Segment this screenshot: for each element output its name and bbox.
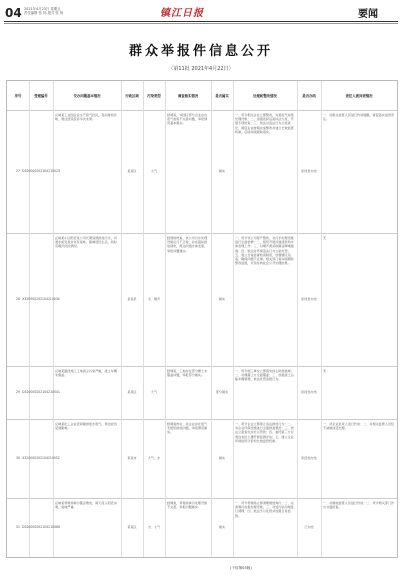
cell-accountability: 一、对相关监管人员进行约谈提醒，督促落实监管责任。 [323,113,395,122]
cell-region: 某某县 [127,297,137,302]
cell-issue: 反映某养殖场粪污随意堆放，雨天流入附近沟渠，臭味严重。 [55,501,117,510]
cell-pollution: 大气 [150,169,158,174]
column-header-issue: 交办问题基本情况 [73,94,101,98]
cell-region: 某某区 [127,525,137,530]
row-divider [7,419,397,420]
page-header [0,0,402,34]
cell-handling: 一、责令施工单位立即落实扬尘防控措施；二、对裸露土方全面覆盖；三、加强渣土运输车辆管理，依法处罚违规行为。 [235,369,294,382]
header-rule [4,21,398,22]
column-divider [165,81,166,557]
cell-seq: 31 [16,525,20,530]
cell-closed: 已办结 [304,525,314,530]
cell-accountability: 一、对属地监管人员进行约谈；二、责令相关部门作出书面检查。 [323,501,395,510]
column-divider [121,81,122,557]
cell-closed: 阶段性办结 [301,297,317,302]
cell-accountability: 无 [323,369,327,373]
column-header-region: 行政区域 [125,94,139,98]
cell-closed: 阶段性办结 [301,169,317,174]
cell-handling: 一、责令养殖场立即清理堆放粪污；二、完善粪污收集处理设施；三、对受污染沟渠进行清理；四、依法予以处罚并加强日常监管。 [235,501,294,518]
cell-seq: 27 [16,169,20,174]
cell-region: 某某区 [127,169,137,174]
cell-issue: 反映某小区附近某公司长期违规排放污水，河道水质变差并伴有臭味，影响居民生活，同时有噪声扰民情况。 [55,236,117,249]
cell-handling: 一、责令企业立即停止违法排放行为；二、对企业环保设施进行全面排查整治；三、依法立案查处并处以罚款；四、委托第三方对周边农田土壤开展监测评估；五、建立企业环境信用评价和长效监管机制。 [235,422,294,443]
cell-investigation: 经调查核实，该企业存在废气无组织排放问题，举报情况属实。 [167,422,208,435]
column-divider [143,81,144,557]
column-divider [53,81,54,557]
cell-verified: 属实 [218,456,226,461]
cell-investigation: 经现场核查，该公司污水处理设施运行不正常，存在超标排放现象，周边河道水体发黑，举报问题属实。 [167,236,208,253]
column-header-pollution: 污染类型 [147,94,161,98]
continuation-note: (下转第05版) [230,566,252,570]
row-divider [7,498,397,499]
cell-seq: 28 [16,297,20,302]
page-number: 04 [5,6,22,20]
issue-date [24,7,64,16]
cell-id: X320000202104210034 [22,297,60,302]
column-divider [211,81,212,557]
cell-investigation: 经调查，工地存在部分裸土未覆盖问题，举报部分属实。 [167,369,208,378]
cell-id: D320000202104210041 [22,390,60,395]
column-header-seq: 序号 [14,94,22,98]
header-rule-thin [4,23,398,24]
cell-accountability: 一、对企业负责人进行约谈；二、对相关监管人员给予诫勉谈话处理。 [323,422,395,431]
cell-handling: 一、责令相关企业立即整改，完善废气收集处理设施；二、加强夜间巡查执法力度，开展专项检查；三、依法对违法行为立案查处，督促企业按期完成整改并建立长效监管机制，后续持续跟踪落实。 [235,113,294,134]
cell-closed: 阶段性办结 [301,390,317,395]
row-divider [7,233,397,234]
column-divider [321,81,322,557]
report-table [6,80,398,558]
column-divider [29,81,30,557]
cell-investigation: 经调查，养殖场粪污处理设施不完善，举报问题属实。 [167,501,208,510]
cell-seq: 30 [16,456,20,461]
page-subtitle: （第11批 2021年4月22日） [168,66,234,72]
section-name: 要闻 [338,5,398,18]
cell-issue: 反映某路段施工工地扬尘污染严重，渣土车辆未覆盖。 [55,369,117,378]
cell-pollution: 大气 [150,390,158,395]
editor-line: 责任编辑 张 杨 版式 张 杨 [24,11,64,16]
cell-verified: 属实 [218,297,226,302]
cell-verified: 部分属实 [215,390,229,395]
page-title: 群众举报件信息公开 [128,44,273,59]
column-header-verified: 是否属实 [215,94,229,98]
cell-id: D320000202104210023 [22,169,60,174]
column-divider [297,81,298,557]
cell-pollution: 水、大气 [147,525,161,530]
cell-closed: 阶段性办结 [301,456,317,461]
cell-id: D320000202104210066 [22,525,60,530]
column-header-accountability: 责任人被问责情况 [345,94,373,98]
column-header-handling: 处理和整改情况 [253,94,277,98]
cell-verified: 属实 [218,525,226,530]
cell-seq: 29 [16,390,20,395]
masthead-logo: 镇江日报 [160,8,204,19]
row-divider [7,366,397,367]
column-divider [233,81,234,557]
cell-issue: 反映某工业园企业生产废气扰民，夜间排放异味，周边居民投诉多次未果。 [55,113,117,122]
cell-issue: 反映某化工企业夜间偷排废水废气，周边农田受到影响。 [55,422,117,431]
cell-id: X320000202104210052 [22,456,60,461]
column-header-closed: 是否办结 [302,94,316,98]
cell-region: 某某市 [127,456,137,461]
cell-investigation: 经调查，该园区部分企业存在废气收集不完善问题，举报情况基本属实。 [167,113,208,126]
cell-accountability: 无 [323,236,327,240]
cell-region: 某某区 [127,390,137,395]
column-header-id: 受理编号 [34,94,48,98]
date-line: 2021年4月23日 星期五 [24,7,61,11]
cell-verified: 属实 [218,169,226,174]
cell-pollution: 水、噪声 [147,297,161,302]
cell-handling: 一、责令该公司停产整改，对污水处理设施进行全面检修；二、组织开展河道清淤和水体治理工作；三、对噪声源采取隔音降噪措施；四、依法对环境违法行为立案处罚；五、建立日常监督检查制度，加强辖区巡查，确保问题不反弹。相关部门将持续跟踪整改进展，并及时向社会公开处理结果。 [235,236,294,266]
row-divider [7,110,397,111]
cell-pollution: 大气、水 [147,456,161,461]
column-header-investigation: 调查核实情况 [177,94,199,98]
